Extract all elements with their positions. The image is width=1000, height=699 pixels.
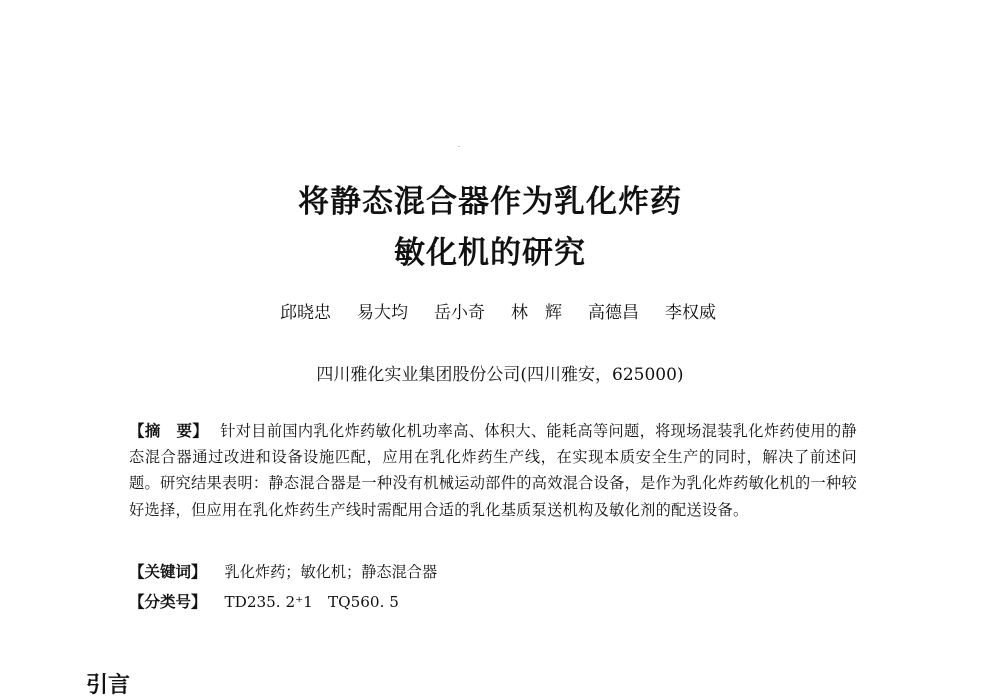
- classification-line: [129, 590, 399, 612]
- keywords-text: 乳化炸药；敏化机；静态混合器: [224, 563, 438, 581]
- section-heading-introduction: 引言: [86, 673, 131, 698]
- author-name: 林 辉: [511, 303, 562, 323]
- author-name: 邱晓忠: [280, 303, 331, 323]
- paper-title-line-2: 敏化机的研究: [394, 235, 586, 271]
- classification-text: TD235. 2⁺1 TQ560. 5: [224, 593, 399, 611]
- author-name: 高德昌: [588, 303, 639, 323]
- abstract-text: 针对目前国内乳化炸药敏化机功率高、体积大、能耗高等问题，将现场混装乳化炸药使用的静态混合器通过改进和设备设施匹配，应用在乳化炸药生产线，在实现本质安全生产的同时，解决了前述问题。研究结果表明：静态混合器是一种没有机械运动部件的高效混合设备，是作为乳化炸药敏化机的一种较好选择，但应用在乳化炸药生产线时需配用合适的乳化基质泵送机构及敏化剂的配送设备。: [129, 422, 857, 519]
- abstract-label: 【摘 要】: [129, 422, 209, 440]
- paper-title-line-1: 将静态混合器作为乳化炸药: [298, 184, 682, 220]
- scan-speck: [458, 146, 460, 147]
- affiliation: 四川雅化实业集团股份公司(四川雅安，625000): [316, 365, 684, 385]
- classification-label: 【分类号】: [129, 593, 207, 611]
- keywords-label: 【关键词】: [129, 563, 207, 581]
- author-name: 岳小奇: [434, 303, 485, 323]
- abstract-block: [129, 418, 857, 523]
- author-name: 李权威: [665, 303, 716, 323]
- keywords-line: [129, 560, 437, 582]
- author-list: [0, 298, 1000, 323]
- author-name: 易大均: [357, 303, 408, 323]
